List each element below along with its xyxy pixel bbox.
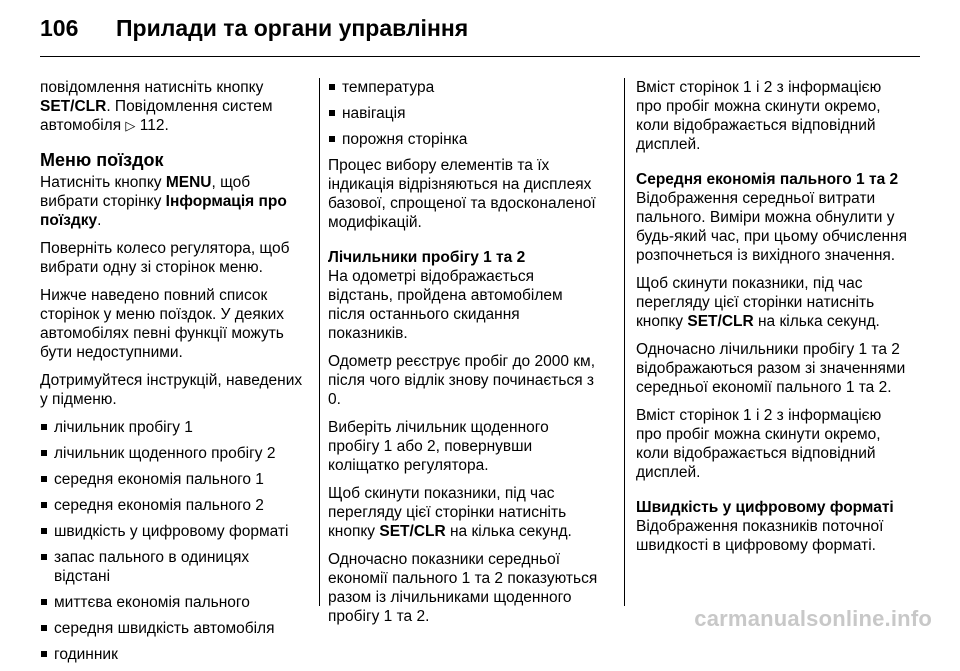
text: повідомлення натисніть кнопку [40, 79, 264, 96]
paragraph: Відображення показників поточної швидкості в цифровому форматі. [636, 518, 884, 554]
paragraph: Виберіть лічильник щоденного пробігу 1 або 2, повернувши коліщатко регулятора. [328, 419, 549, 474]
column-divider-2 [624, 78, 625, 606]
list-item: швидкість у цифровому форматі [40, 522, 305, 541]
paragraph: Одометр реєструє пробіг до 2000 км, після чого відлік знову починається з 0. [328, 353, 595, 408]
column-1 [40, 78, 305, 671]
page-reference: 112. [135, 117, 169, 134]
paragraph: Одночасно лічильники пробігу 1 та 2 відображаються разом зі значеннями середньої економії пального 1 та 2. [636, 341, 906, 396]
list-item: температура [328, 78, 603, 97]
page-number: 106 [40, 15, 79, 41]
section-heading-digital-speed: Швидкість у цифровому форматі [636, 499, 894, 516]
text: . Повідомлення систем автомобіля [40, 98, 273, 134]
paragraph: Нижче наведено повний список сторінок у меню поїздок. У деяких автомобілях певні функції можуть бути недоступними. [40, 287, 284, 361]
text: . [97, 212, 102, 229]
page-reference-icon: ▷ [125, 118, 136, 133]
section-heading-trip-menu: Меню поїздок [40, 150, 164, 170]
paragraph: Одночасно показники середньої економії пального 1 та 2 показуються разом із лічильниками щоденного пробігу 1 та 2. [328, 551, 598, 625]
paragraph: Вміст сторінок 1 і 2 з інформацією про пробіг можна скинути окремо, коли відображається відповідний дисплей. [636, 79, 882, 153]
list-item: миттєва економія пального [40, 593, 305, 612]
text: на кілька секунд. [445, 523, 572, 540]
text: Щоб скинути показники, під час перегляду цієї сторінки натисніть кнопку [636, 275, 875, 330]
text: , щоб вибрати сторінку [40, 174, 251, 210]
trip-pages-list [40, 418, 305, 664]
setclr-button-label: SET/CLR [379, 523, 446, 540]
paragraph [328, 484, 603, 541]
header-rule [40, 56, 920, 57]
paragraph: Дотримуйтеся інструкцій, наведених у підменю. [40, 372, 303, 408]
paragraph [636, 274, 911, 331]
paragraph: На одометрі відображається відстань, пройдена автомобілем після останнього скидання показників. [328, 268, 563, 342]
paragraph [40, 78, 305, 135]
text: на кілька секунд. [753, 313, 880, 330]
list-item: лічильник пробігу 1 [40, 418, 305, 437]
text: Щоб скинути показники, під час перегляду цієї сторінки натисніть кнопку [328, 485, 567, 540]
list-item: запас пального в одиницях відстані [40, 548, 305, 586]
menu-button-label: MENU [165, 174, 212, 191]
list-item: навігація [328, 104, 603, 123]
text: Натисніть кнопку [40, 174, 166, 191]
paragraph: Поверніть колесо регулятора, щоб вибрати одну зі сторінок меню. [40, 240, 290, 276]
paragraph: Вміст сторінок 1 і 2 з інформацією про пробіг можна скинути окремо, коли відображається відповідний дисплей. [636, 407, 882, 481]
list-item: годинник [40, 645, 305, 664]
list-item: середня економія пального 1 [40, 470, 305, 489]
paragraph: Процес вибору елементів та їх індикація відрізняються на дисплеях базової, спрощеної та вдосконаленої модифікацій. [328, 157, 596, 231]
list-item: лічильник щоденного пробігу 2 [40, 444, 305, 463]
setclr-button-label: SET/CLR [40, 98, 107, 115]
list-item: порожня сторінка [328, 130, 603, 149]
trip-pages-list-continued [328, 78, 603, 149]
column-3 [636, 78, 911, 564]
setclr-button-label: SET/CLR [687, 313, 754, 330]
column-2 [328, 78, 603, 635]
watermark: carmanualsonline.info [694, 606, 932, 631]
paragraph: Відображення середньої витрати пального. Виміри можна обнулити у будь-який час, при цьому обчислення розпочнеться із вихідного значення. [636, 190, 907, 264]
list-item: середня економія пального 2 [40, 496, 305, 515]
section-heading-odometers: Лічильники пробігу 1 та 2 [328, 249, 526, 266]
page-header-title: Прилади та органи управління [116, 15, 469, 41]
section-heading-avg-fuel-economy: Середня економія пального 1 та 2 [636, 171, 899, 188]
trip-info-label: Інформація про поїздку [40, 193, 287, 229]
list-item: середня швидкість автомобіля [40, 619, 305, 638]
column-divider-1 [319, 78, 320, 606]
paragraph [40, 173, 305, 230]
